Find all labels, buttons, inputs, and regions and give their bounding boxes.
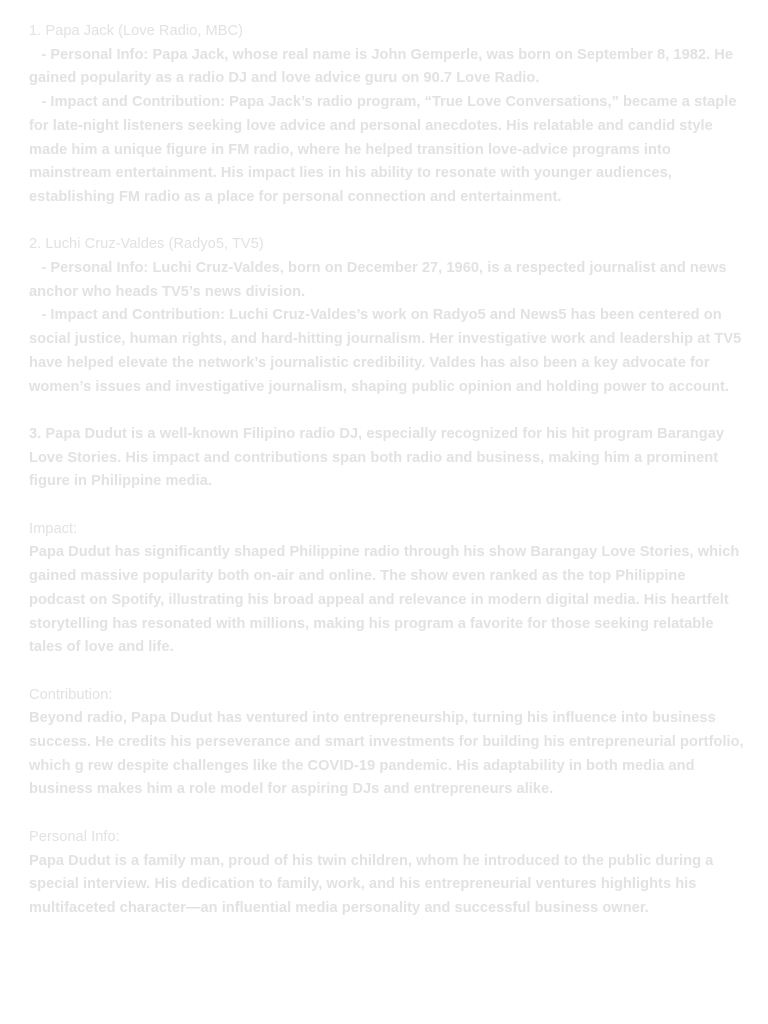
section-body: Papa Dudut has significantly shaped Philippine radio through his show Barangay Love Stories, which gained massive popularity both on-air and online. The show even ranked as the top Philippine podcast on Spotify, illustrating his broad appeal and relevance in modern digital media. His heartfelt storytelling has resonated with millions, making his program a favorite for those seeking relatable tales of love and life. <box>29 544 744 656</box>
entry-personal-info: - Personal Info: Papa Jack, whose real name is John Gemperle, was born on September 8, 1982. He gained popularity as a radio DJ and love advice guru on 90.7 Love Radio. <box>29 46 738 87</box>
section-heading: Personal Info: <box>29 828 120 845</box>
entry-papa-jack <box>29 20 744 210</box>
entry-heading: 2. Luchi Cruz-Valdes (Radyo5, TV5) <box>29 236 264 253</box>
entry-papa-dudut-intro <box>29 423 744 494</box>
section-heading: Impact: <box>29 520 78 537</box>
section-body: Beyond radio, Papa Dudut has ventured into entrepreneurship, turning his influence into business success. He credits his perseverance and smart investments for building his entrepreneurial portfolio, which g rew despite challenges like the COVID-19 pandemic. His adaptability in both media and business makes him a role model for aspiring DJs and entrepreneurs alike. <box>29 710 748 798</box>
entry-contribution-section <box>29 684 748 803</box>
document-body <box>29 20 748 944</box>
entry-heading: 1. Papa Jack (Love Radio, MBC) <box>29 23 244 39</box>
entry-personal-info: - Personal Info: Luchi Cruz-Valdes, born on December 27, 1960, is a respected journalist and news anchor who heads TV5’s news division. <box>29 260 731 300</box>
entry-impact: - Impact and Contribution: Papa Jack’s radio program, “True Love Conversations,” became a staple for late-night listeners seeking love advice and personal anecdotes. His relatable and candid style made him a unique figure in FM radio, where he helped transition love-advice programs into mainstream entertainment. His impact lies in his ability to resonate with younger audiences, establishing FM radio as a place for personal connection and entertainment. <box>29 94 741 205</box>
section-body: Papa Dudut is a family man, proud of his twin children, whom he introduced to the public during a special interview. His dedication to family, work, and his entrepreneurial ventures highlights his multifaceted character—an influential media personality and successful business owner. <box>29 852 718 916</box>
entry-luchi-cruz-valdes <box>29 233 744 399</box>
section-heading: Contribution: <box>29 686 113 703</box>
entry-impact: - Impact and Contribution: Luchi Cruz-Valdes’s work on Radyo5 and News5 has been centered on social justice, human rights, and hard-hitting journalism. Her investigative work and leadership at TV5 have helped elevate the network’s journalistic credibility. Valdes has also been a key advocate for women’s issues and investigative journalism, shaping public opinion and holding power to account. <box>29 307 746 395</box>
entry-personal-info-section <box>29 826 744 921</box>
entry-impact-section <box>29 518 744 660</box>
entry-intro: 3. Papa Dudut is a well-known Filipino radio DJ, especially recognized for his hit program Barangay Love Stories. His impact and contributions span both radio and business, making him a prominent figure in Philippine media. <box>29 425 729 490</box>
